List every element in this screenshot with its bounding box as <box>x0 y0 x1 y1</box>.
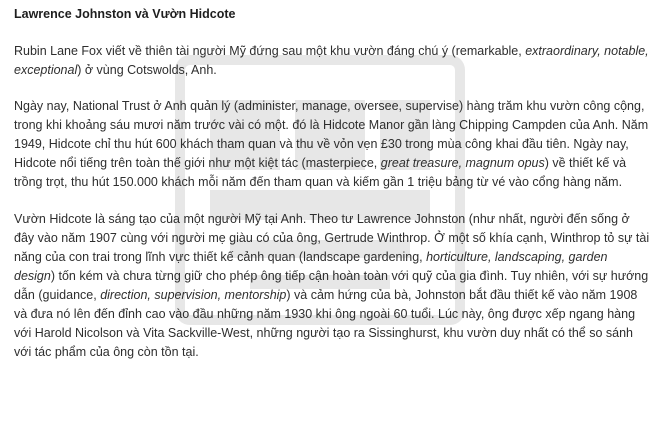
text-run: Ngày nay, National Trust ở Anh quản lý (administer, manage, oversee, supervise) hàng trăm khu vườn công cộng, trong khi khoảng sáu mươi năm trước vài có một. đó là Hidcote Manor gần làng Chipping Campden của Anh. Năm 1949, Hidcote chỉ thu hút 600 khách tham quan và thu về vỏn vẹn £30 trong mùa công khai đầu tiên. Ngày nay, Hidcote nổi tiếng trên toàn thế giới như một kiệt tác (masterpiece, <box>14 99 649 170</box>
paragraph-national-trust <box>14 97 650 192</box>
italic-synonyms: great treasure, magnum opus <box>380 156 545 170</box>
article-title: Lawrence Johnston và Vườn Hidcote <box>14 7 236 21</box>
text-run: Rubin Lane Fox viết về thiên tài người Mỹ đứng sau một khu vườn đáng chú ý (remarkable, <box>14 44 526 58</box>
article <box>14 0 650 362</box>
paragraph-intro <box>14 42 650 80</box>
text-run: ) tốn kém và chưa từng giữ cho phép ông tiếp cận hoàn toàn với quỹ của gia đình. Tuy nhiên, với sự hướng dẫn (guidance, <box>14 269 649 302</box>
text-run: Vườn Hidcote là sáng tạo của một người Mỹ tại Anh. Theo tư Lawrence Johnston (như nhất, người đến sống ở đây vào năm 1907 cùng với người mẹ giàu có của ông, Gertrude Winthrop. Ở một số khía cạnh, Winthrop tỏ sự tài năng của con trai trong lĩnh vực thiết kế cảnh quan (landscape gardening, <box>14 212 650 264</box>
paragraph-johnston <box>14 210 650 362</box>
italic-synonyms: horticulture, landscaping, garden design <box>14 250 608 283</box>
italic-synonyms: extraordinary, notable, exceptional <box>14 44 649 77</box>
italic-synonyms: direction, supervision, mentorship <box>100 288 287 302</box>
text-run: ) ở vùng Cotswolds, Anh. <box>77 63 217 77</box>
text-run: ) về thiết kế và trồng trọt, thu hút 150.000 khách mỗi năm đến tham quan và kiếm gần 1 triệu bảng từ vé vào cổng hàng năm. <box>14 156 627 189</box>
text-run: ) và cảm hứng của bà, Johnston bắt đầu thiết kế vào năm 1908 và đưa nó lên đến đỉnh cao vào đầu những năm 1930 khi ông ngoài 60 tuổi. Lúc này, ông được xếp ngang hàng với Harold Nicolson và Vita Sackville-West, những người tạo ra Sissinghurst, khu vườn duy nhất có thể so sánh với tác phẩm của ông còn tồn tại. <box>14 288 638 359</box>
